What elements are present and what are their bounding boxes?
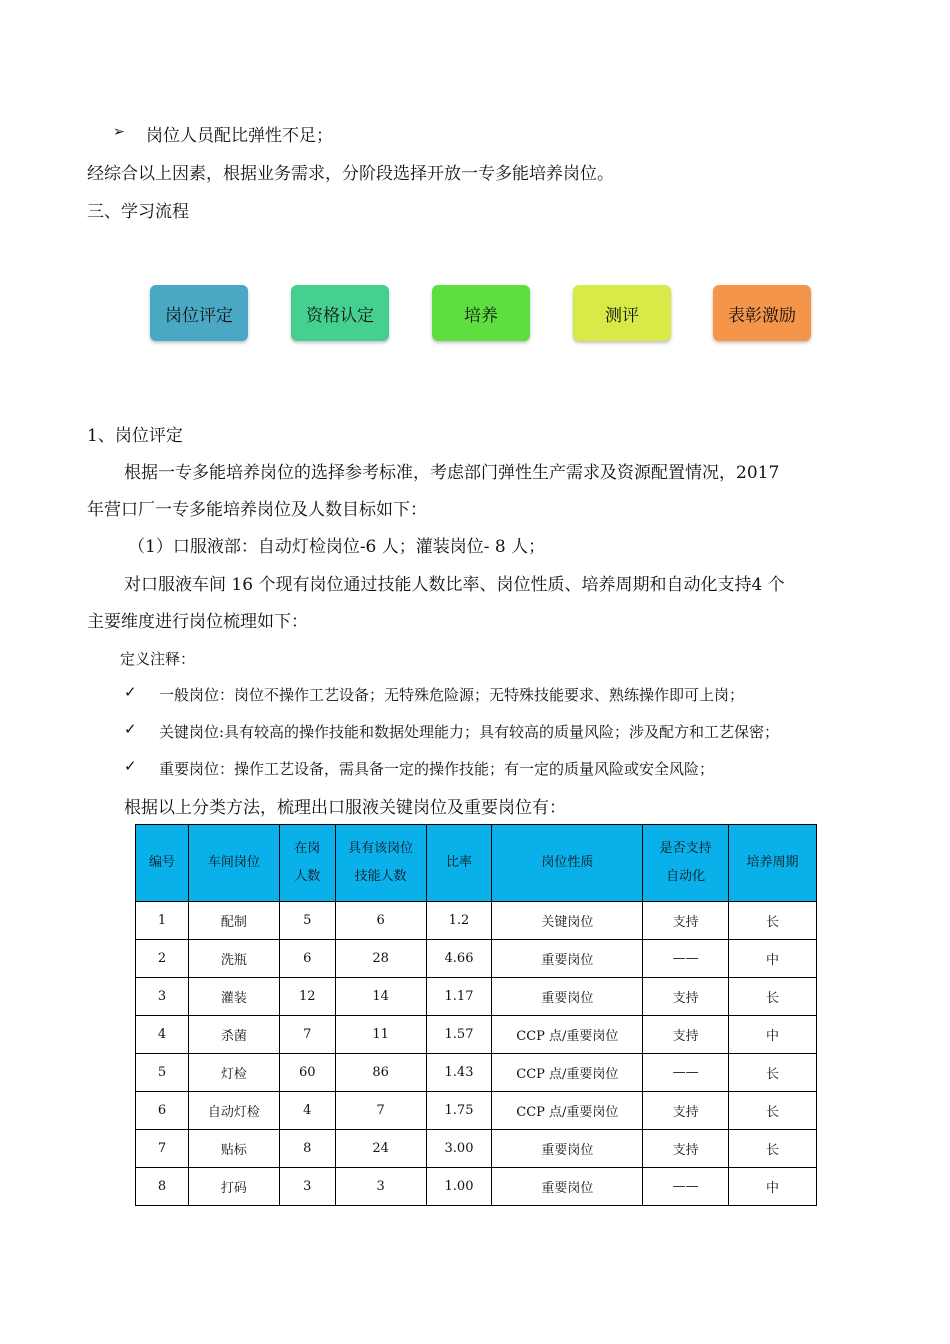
cell-nature: CCP 点/重要岗位	[492, 1092, 643, 1130]
cell-nature: 关键岗位	[492, 902, 643, 940]
cell-ratio: 1.2	[426, 902, 492, 940]
paragraph-line: 年营口厂一专多能培养岗位及人数目标如下：	[87, 500, 427, 520]
section1-heading: 1、岗位评定	[87, 426, 183, 446]
table-row	[136, 940, 817, 978]
cell-skilled: 6	[335, 902, 426, 940]
cell-no: 5	[136, 1054, 189, 1092]
table-intro: 根据以上分类方法，梳理出口服液关键岗位及重要岗位有：	[124, 798, 566, 818]
table-row	[136, 1016, 817, 1054]
cell-cycle: 长	[729, 1092, 817, 1130]
cell-staff: 12	[279, 978, 335, 1016]
cell-ratio: 4.66	[426, 940, 492, 978]
cell-no: 6	[136, 1092, 189, 1130]
table-row	[136, 1054, 817, 1092]
definition-item: 一般岗位：岗位不操作工艺设备；无特殊危险源；无特殊技能要求、熟练操作即可上岗；	[159, 686, 745, 704]
summary-paragraph: 经综合以上因素，根据业务需求，分阶段选择开放一专多能培养岗位。	[87, 164, 614, 184]
cell-ratio: 1.75	[426, 1092, 492, 1130]
cell-automation: ——	[643, 1054, 729, 1092]
cell-staff: 4	[279, 1092, 335, 1130]
cell-skilled: 86	[335, 1054, 426, 1092]
table-row	[136, 978, 817, 1016]
flow-step-evaluation: 岗位评定	[150, 285, 248, 341]
cell-staff: 60	[279, 1054, 335, 1092]
cell-cycle: 中	[729, 940, 817, 978]
cell-staff: 3	[279, 1168, 335, 1206]
cell-post: 杀菌	[188, 1016, 279, 1054]
table-row	[136, 1130, 817, 1168]
cell-staff: 5	[279, 902, 335, 940]
cell-ratio: 1.43	[426, 1054, 492, 1092]
cell-post: 贴标	[188, 1130, 279, 1168]
header-staff: 在岗 人数	[279, 825, 335, 902]
cell-no: 1	[136, 902, 189, 940]
flow-step-recognition: 表彰激励	[713, 285, 811, 341]
flow-step-qualification: 资格认定	[291, 285, 389, 341]
cell-skilled: 24	[335, 1130, 426, 1168]
cell-automation: 支持	[643, 1130, 729, 1168]
cell-nature: 重要岗位	[492, 978, 643, 1016]
cell-no: 7	[136, 1130, 189, 1168]
header-cycle: 培养周期	[729, 825, 817, 902]
table-row	[136, 902, 817, 940]
table-header-row	[136, 825, 817, 902]
cell-skilled: 14	[335, 978, 426, 1016]
cell-cycle: 中	[729, 1016, 817, 1054]
cell-skilled: 11	[335, 1016, 426, 1054]
cell-cycle: 长	[729, 1054, 817, 1092]
arrow-bullet-icon: ➢	[113, 124, 125, 140]
cell-cycle: 中	[729, 1168, 817, 1206]
target-item: （1）口服液部：自动灯检岗位-6 人；灌装岗位- 8 人；	[128, 537, 546, 557]
definition-item: 重要岗位：操作工艺设备，需具备一定的操作技能；有一定的质量风险或安全风险；	[159, 760, 715, 778]
cell-no: 3	[136, 978, 189, 1016]
flow-step-training: 培养	[432, 285, 530, 341]
checkmark-icon: ✓	[124, 757, 137, 775]
cell-no: 4	[136, 1016, 189, 1054]
definition-item: 关键岗位:具有较高的操作技能和数据处理能力；具有较高的质量风险；涉及配方和工艺保密；	[159, 723, 780, 741]
cell-staff: 6	[279, 940, 335, 978]
cell-automation: ——	[643, 1168, 729, 1206]
table-row	[136, 1092, 817, 1130]
header-skilled: 具有该岗位 技能人数	[335, 825, 426, 902]
cell-nature: 重要岗位	[492, 940, 643, 978]
cell-nature: CCP 点/重要岗位	[492, 1054, 643, 1092]
cell-nature: 重要岗位	[492, 1168, 643, 1206]
cell-cycle: 长	[729, 978, 817, 1016]
cell-post: 自动灯检	[188, 1092, 279, 1130]
cell-staff: 7	[279, 1016, 335, 1054]
paragraph-line: 对口服液车间 16 个现有岗位通过技能人数比率、岗位性质、培养周期和自动化支持4 个	[124, 575, 785, 595]
cell-cycle: 长	[729, 1130, 817, 1168]
cell-no: 2	[136, 940, 189, 978]
cell-post: 灌装	[188, 978, 279, 1016]
flow-step-assessment: 测评	[573, 285, 671, 341]
header-post: 车间岗位	[188, 825, 279, 902]
cell-staff: 8	[279, 1130, 335, 1168]
cell-nature: CCP 点/重要岗位	[492, 1016, 643, 1054]
cell-ratio: 1.00	[426, 1168, 492, 1206]
paragraph-line: 主要维度进行岗位梳理如下：	[87, 612, 308, 632]
cell-automation: 支持	[643, 902, 729, 940]
cell-cycle: 长	[729, 902, 817, 940]
cell-automation: 支持	[643, 1016, 729, 1054]
definitions-title: 定义注释：	[120, 650, 196, 668]
header-nature: 岗位性质	[492, 825, 643, 902]
cell-no: 8	[136, 1168, 189, 1206]
cell-automation: 支持	[643, 1092, 729, 1130]
section-heading: 三、学习流程	[87, 202, 189, 222]
header-no: 编号	[136, 825, 189, 902]
cell-automation: 支持	[643, 978, 729, 1016]
header-ratio: 比率	[426, 825, 492, 902]
bullet-text: 岗位人员配比弹性不足；	[146, 126, 333, 146]
cell-automation: ——	[643, 940, 729, 978]
cell-ratio: 1.57	[426, 1016, 492, 1054]
cell-ratio: 3.00	[426, 1130, 492, 1168]
cell-post: 灯检	[188, 1054, 279, 1092]
cell-post: 配制	[188, 902, 279, 940]
checkmark-icon: ✓	[124, 720, 137, 738]
cell-skilled: 3	[335, 1168, 426, 1206]
checkmark-icon: ✓	[124, 683, 137, 701]
cell-skilled: 28	[335, 940, 426, 978]
cell-skilled: 7	[335, 1092, 426, 1130]
cell-post: 洗瓶	[188, 940, 279, 978]
cell-post: 打码	[188, 1168, 279, 1206]
header-automation: 是否支持 自动化	[643, 825, 729, 902]
cell-nature: 重要岗位	[492, 1130, 643, 1168]
post-table	[135, 824, 817, 1206]
table-row	[136, 1168, 817, 1206]
paragraph-line: 根据一专多能培养岗位的选择参考标准，考虑部门弹性生产需求及资源配置情况，2017	[124, 463, 780, 483]
cell-ratio: 1.17	[426, 978, 492, 1016]
